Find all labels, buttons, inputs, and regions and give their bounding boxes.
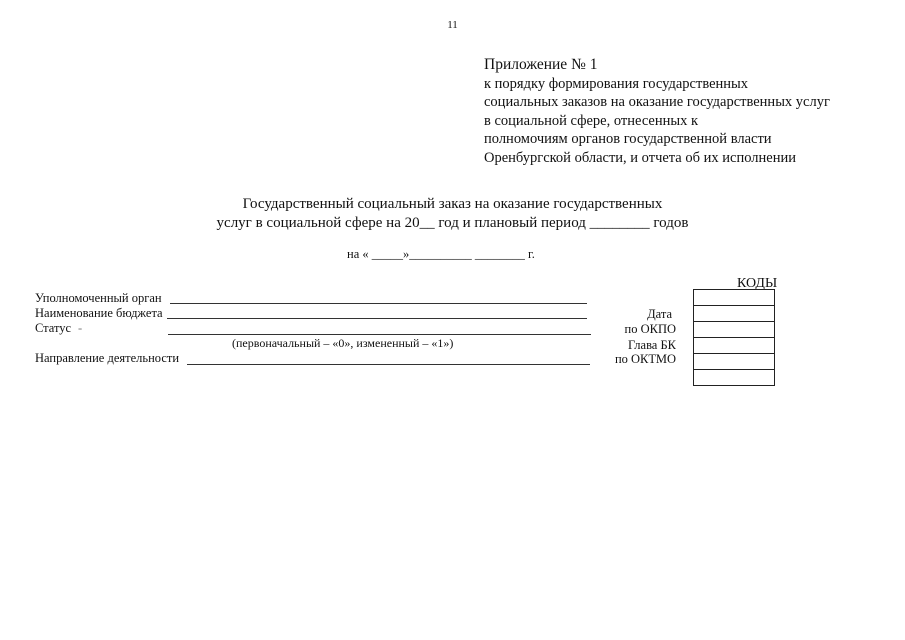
page-number: 11 xyxy=(447,19,458,31)
status-dash: - xyxy=(78,321,83,335)
label-authority: Уполномоченный орган xyxy=(35,291,162,305)
date-line: на « _____»__________ ________ г. xyxy=(347,247,535,261)
document-title xyxy=(0,195,905,233)
appendix-line: полномочиям органов государственной власти xyxy=(484,131,772,148)
appendix-block xyxy=(484,56,830,168)
code-cell[interactable] xyxy=(694,290,775,306)
codes-table xyxy=(693,289,775,386)
code-cell-date[interactable] xyxy=(694,306,775,322)
label-status: Статус xyxy=(35,321,72,335)
codes-label-oktmo: по ОКТМО xyxy=(614,352,676,366)
appendix-line: в социальной сфере, отнесенных к xyxy=(484,112,699,129)
codes-label-okpo: по ОКПО xyxy=(624,322,676,336)
authority-field[interactable] xyxy=(170,303,587,304)
appendix-line: Оренбургской области, и отчета об их исполнении xyxy=(484,149,796,166)
budget-name-field[interactable] xyxy=(167,318,587,319)
label-budget-name: Наименование бюджета xyxy=(35,306,163,320)
code-cell-oktmo[interactable] xyxy=(694,354,775,370)
code-cell-okpo[interactable] xyxy=(694,322,775,338)
appendix-line: Приложение № 1 xyxy=(484,56,598,73)
title-line-2: услуг в социальной сфере на 20__ год и плановый период ________ годов xyxy=(216,215,689,231)
appendix-line: к порядку формирования государственных xyxy=(484,75,749,92)
appendix-line: социальных заказов на оказание государственных услуг xyxy=(484,94,830,111)
label-activity: Направление деятельности xyxy=(35,351,180,365)
codes-header: КОДЫ xyxy=(737,276,778,291)
code-cell-glava-bk[interactable] xyxy=(694,338,775,354)
status-field[interactable] xyxy=(168,334,591,335)
codes-label-date: Дата xyxy=(647,307,672,321)
codes-label-glava-bk: Глава БК xyxy=(628,338,676,352)
activity-field[interactable] xyxy=(187,364,590,365)
title-line-1: Государственный социальный заказ на оказание государственных xyxy=(242,196,663,212)
code-cell[interactable] xyxy=(694,370,775,386)
status-hint: (первоначальный – «0», измененный – «1») xyxy=(232,336,454,350)
